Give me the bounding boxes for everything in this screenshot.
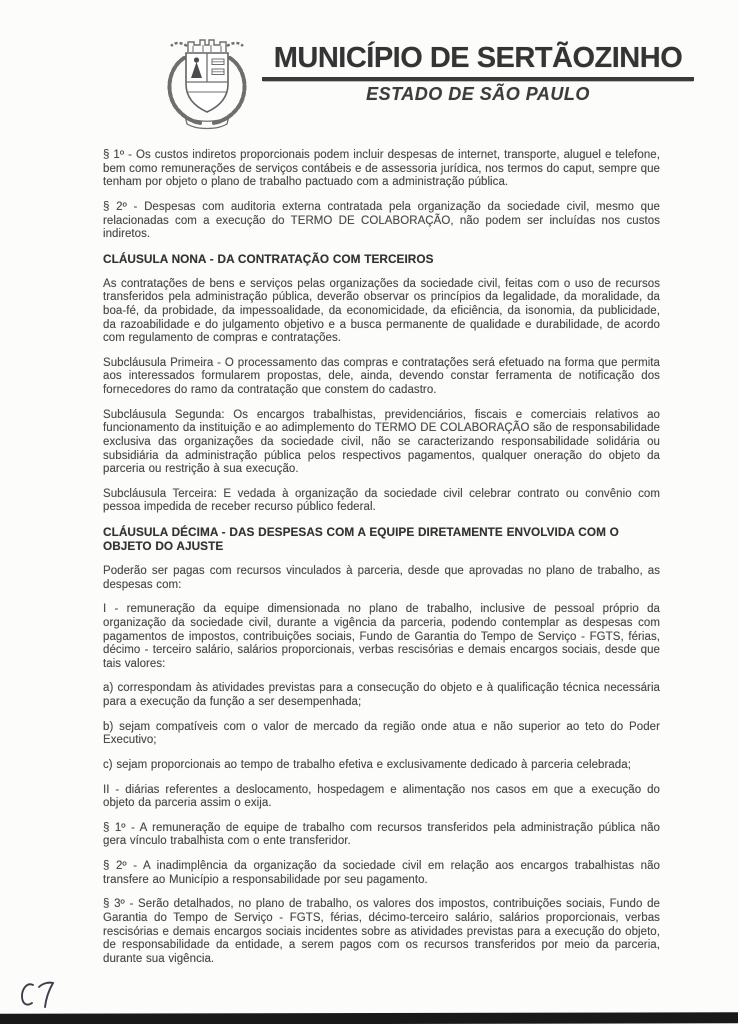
municipality-letterhead [0,0,738,140]
letterhead-titles [262,42,694,105]
paragraph-subclausula-segunda: Subcláusula Segunda: Os encargos trabalhistas, previdenciários, fiscais e comerciais relativos ao funcionamento da instituição e ao adimplemento do TERMO DE COLABORAÇÃO são de responsabilidade exclusiva das organizações da sociedade civil, não se caracterizando responsabilidade solidária ou subsidiária da administração pública pelos respectivos pagamentos, qualquer oneração do objeto da parceria ou restrição à sua execução. [103,408,660,476]
paragraph-inciso-i: I - remuneração da equipe dimensionada no plano de trabalho, inclusive de pessoal próprio da organização da sociedade civil, durante a vigência da parceria, podendo contemplar as despesas com pagamentos de impostos, contribuições sociais, Fundo de Garantia do Tempo de Serviço - FGTS, férias, décimo - terceiro salário, salários proporcionais, verbas rescisórias e demais encargos sociais, desde que tais valores: [103,603,660,670]
scanner-edge-bar [0,1012,738,1024]
handwritten-page-mark [18,978,62,1012]
municipality-title: MUNICÍPIO DE SERTÃOZINHO [273,42,683,74]
paragraph-contratacoes: As contratações de bens e serviços pelas organizações da sociedade civil, feitas com o uso de recursos transferidos pela administração pública, deverão observar os princípios da legalidade, da moralidade, da boa-fé, da probidade, da impessoalidade, da economicidade, da eficiência, da isonomia, da publicidade, da razoabilidade e do julgamento objetivo e a busca permanente de qualidade e durabilidade, de acordo com regulamento de compras e contratações. [103,277,660,345]
clause-heading-decima: CLÁUSULA DÉCIMA - DAS DESPESAS COM A EQUIPE DIRETAMENTE ENVOLVIDA COM O OBJETO DO AJUSTE [103,525,619,554]
paragraph-s2: § 2º - Despesas com auditoria externa contratada pela organização da sociedade civil, mesmo que relacionadas com a execução do TERMO DE COLABORAÇÃO, não podem ser incluídas nos custos indiretos. [103,200,660,241]
coat-of-arms-icon [157,32,257,134]
paragraph-alinea-b: b) sejam compatíveis com o valor de mercado da região onde atua e não superior ao teto do Poder Executivo; [103,720,660,747]
paragraph-subclausula-terceira: Subcláusula Terceira: E vedada à organização da sociedade civil celebrar contrato ou convênio com pessoa impedida de receber recurso público federal. [103,487,660,514]
paragraph-alinea-c: c) sejam proporcionais ao tempo de trabalho efetiva e exclusivamente dedicado à parceria celebrada; [103,758,631,771]
paragraph-inciso-ii: II - diárias referentes a deslocamento, hospedagem e alimentação nos casos em que a execução do objeto da parceria assim o exija. [103,783,660,810]
clause-heading-nona: CLÁUSULA NONA - DA CONTRATAÇÃO COM TERCEIROS [103,251,434,266]
document-body [103,149,660,977]
state-subtitle: ESTADO DE SÃO PAULO [366,84,590,104]
paragraph-s3-detalhados: § 3º - Serão detalhados, no plano de trabalho, os valores dos impostos, contribuições sociais, Fundo de Garantia do Tempo de Serviço - FGTS, férias, décimo-terceiro salário, salários proporcionais, verbas rescisórias e demais encargos sociais incidentes sobre as atividades previstas para a execução do objeto, de responsabilidade da entidade, a serem pagos com os recursos transferidos por meio da parceria, durante sua vigência. [103,898,660,965]
header-rule [262,77,694,81]
paragraph-s2-inadimplencia: § 2º - A inadimplência da organização da sociedade civil em relação aos encargos trabalhistas não transfere ao Município a responsabilidade por seu pagamento. [103,860,660,886]
paragraph-s1-equipe: § 1º - A remuneração de equipe de trabalho com recursos transferidos pela administração pública não gera vínculo trabalhista com o ente transferidor. [103,821,660,848]
paragraph-s1: § 1º - Os custos indiretos proporcionais podem incluir despesas de internet, transporte, aluguel e telefone, bem como remunerações de serviços contábeis e de assessoria jurídica, nos termos do caput, sempre que tenham por objeto o plano de trabalho pactuado com a administração pública. [103,149,660,189]
paragraph-alinea-a: a) correspondam às atividades previstas para a consecução do objeto e à qualificação técnica necessária para a execução da função a ser desempenhada; [103,682,660,709]
paragraph-subclausula-primeira: Subcláusula Primeira - O processamento das compras e contratações será efetuado na forma que permita aos interessados formularem propostas, dele, ainda, devendo constar ferramenta de notificação dos fornecedores do ramo da contratação que constem do cadastro. [103,356,660,397]
paragraph-poderao: Poderão ser pagas com recursos vinculados à parceria, desde que aprovadas no plano de trabalho, as despesas com: [103,565,660,591]
